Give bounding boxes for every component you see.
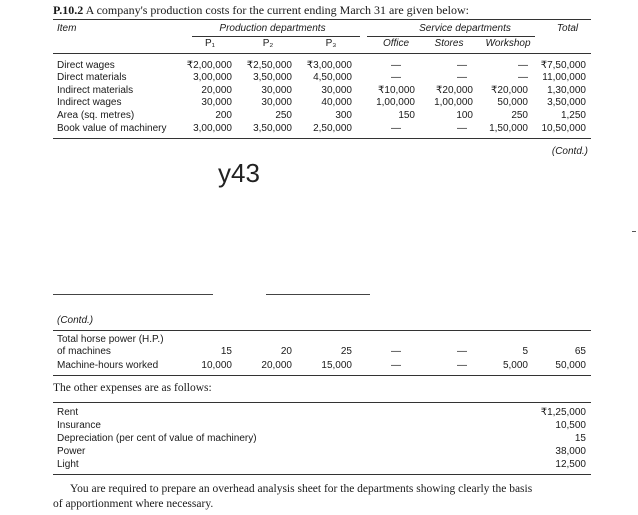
cell-p3: 25 — [340, 346, 352, 357]
cell-p2: 3,50,000 — [253, 123, 292, 134]
cell-total: 1,30,000 — [547, 85, 586, 96]
expense-value: 12,500 — [555, 459, 586, 470]
cell-p1: 10,000 — [201, 360, 232, 371]
cell-total: 65 — [574, 346, 586, 357]
cell-workshop: — — [518, 60, 528, 71]
cell-stores: — — [457, 60, 467, 71]
row-label: Book value of machinery — [57, 123, 167, 134]
expense-label: Depreciation (per cent of value of machinery) — [57, 433, 257, 444]
cell-stores: ₹20,000 — [436, 85, 473, 96]
problem-text: A company's production costs for the current ending March 31 are given below: — [85, 3, 469, 17]
row-label: Direct wages — [57, 60, 115, 71]
cell-workshop: 250 — [511, 110, 528, 121]
header-office: Office — [382, 38, 410, 49]
cell-stores: — — [457, 346, 467, 357]
cell-p3: 30,000 — [321, 85, 352, 96]
cell-p2: 250 — [275, 110, 292, 121]
cell-office: — — [391, 360, 401, 371]
cell-total: 11,00,000 — [542, 72, 586, 83]
cell-workshop: 50,000 — [497, 97, 528, 108]
cell-p2: 30,000 — [261, 97, 292, 108]
row-label: Direct materials — [57, 72, 127, 83]
cell-workshop: ₹20,000 — [491, 85, 528, 96]
page-break-rule-left — [53, 294, 213, 295]
expense-value: 38,000 — [555, 446, 586, 457]
cell-office: 150 — [398, 110, 415, 121]
cell-workshop: 1,50,000 — [489, 123, 528, 134]
header-p1: P₁ — [204, 38, 216, 49]
cell-p2: ₹2,50,000 — [246, 60, 292, 71]
table1-bottom-rule — [53, 138, 591, 139]
page-break-rule-right — [266, 294, 370, 295]
instruction-line-2: of apportionment where necessary. — [53, 498, 214, 510]
expense-label: Light — [57, 459, 79, 470]
cell-total: 10,50,000 — [541, 123, 586, 134]
cell-p1: 3,00,000 — [193, 72, 232, 83]
cell-office: — — [391, 72, 401, 83]
cell-p2: 20 — [280, 346, 292, 357]
row-label: Total horse power (H.P.) — [57, 334, 164, 345]
table1-contd: (Contd.) — [551, 146, 588, 157]
header-total: Total — [556, 23, 579, 34]
cell-stores: — — [457, 360, 467, 371]
cell-p2: 3,50,000 — [253, 72, 292, 83]
cell-p1: 200 — [215, 110, 232, 121]
table1-top-rule — [53, 19, 591, 20]
table1-header-rule — [53, 53, 591, 54]
instruction-line-1: You are required to prepare an overhead analysis sheet for the departments showing clearly the basis — [70, 483, 533, 495]
expense-label: Rent — [57, 407, 79, 418]
cell-p3: 300 — [335, 110, 352, 121]
problem-number: P.10.2 — [53, 3, 84, 17]
row-label: Indirect wages — [57, 97, 122, 108]
expense-label: Power — [57, 446, 86, 457]
cell-p3: 40,000 — [321, 97, 352, 108]
cell-p2: 30,000 — [261, 85, 292, 96]
cell-office: — — [391, 123, 401, 134]
header-stores: Stores — [434, 38, 464, 49]
row-label: Indirect materials — [57, 85, 134, 96]
row-label: Area (sq. metres) — [57, 110, 135, 121]
cell-total: 3,50,000 — [547, 97, 586, 108]
cell-p2: 20,000 — [261, 360, 292, 371]
cell-stores: — — [457, 123, 467, 134]
row-label: Machine-hours worked — [57, 360, 159, 371]
header-p2: P₂ — [262, 38, 274, 49]
cell-stores: 1,00,000 — [434, 97, 473, 108]
cell-workshop: 5,000 — [502, 360, 528, 371]
cell-stores: 100 — [456, 110, 473, 121]
cell-office: — — [391, 60, 401, 71]
cell-workshop: — — [518, 72, 528, 83]
cell-p3: 15,000 — [321, 360, 352, 371]
expense-value: 15 — [574, 433, 586, 444]
cell-p1: 20,000 — [201, 85, 232, 96]
table2-bottom-rule — [53, 375, 591, 376]
expense-value: ₹1,25,000 — [540, 407, 586, 418]
cell-total: ₹7,50,000 — [540, 60, 586, 71]
cell-office: ₹10,000 — [378, 85, 415, 96]
header-item: Item — [57, 23, 77, 34]
header-production-departments: Production departments — [219, 23, 326, 34]
header-service-departments: Service departments — [419, 23, 511, 34]
row-label-continued: of machines — [57, 346, 111, 357]
cell-p3: ₹3,00,000 — [306, 60, 352, 71]
cell-office: 1,00,000 — [376, 97, 415, 108]
production-subheader-rule — [192, 36, 360, 37]
table2-top-rule — [53, 330, 591, 331]
cell-p3: 2,50,000 — [313, 123, 352, 134]
cell-total: 50,000 — [555, 360, 586, 371]
cell-p1: ₹2,00,000 — [186, 60, 232, 71]
cell-p1: 15 — [220, 346, 232, 357]
other-expenses-intro: The other expenses are as follows: — [53, 382, 212, 394]
problem-statement — [53, 3, 469, 17]
header-workshop: Workshop — [485, 38, 531, 49]
other-expenses-bottom-rule — [53, 474, 591, 475]
expense-label: Insurance — [57, 420, 101, 431]
cell-p1: 30,000 — [201, 97, 232, 108]
table2-contd: (Contd.) — [57, 315, 94, 326]
cell-p1: 3,00,000 — [193, 123, 232, 134]
cell-workshop: 5 — [522, 346, 528, 357]
header-p3: P₃ — [325, 38, 337, 49]
cell-office: — — [391, 346, 401, 357]
watermark-text: y43 — [218, 158, 260, 188]
service-subheader-rule — [367, 36, 535, 37]
expense-value: 10,500 — [555, 420, 586, 431]
other-expenses-top-rule — [53, 402, 591, 403]
cell-stores: — — [457, 72, 467, 83]
cell-p3: 4,50,000 — [313, 72, 352, 83]
cell-total: 1,250 — [560, 110, 586, 121]
edge-tick — [632, 231, 636, 232]
